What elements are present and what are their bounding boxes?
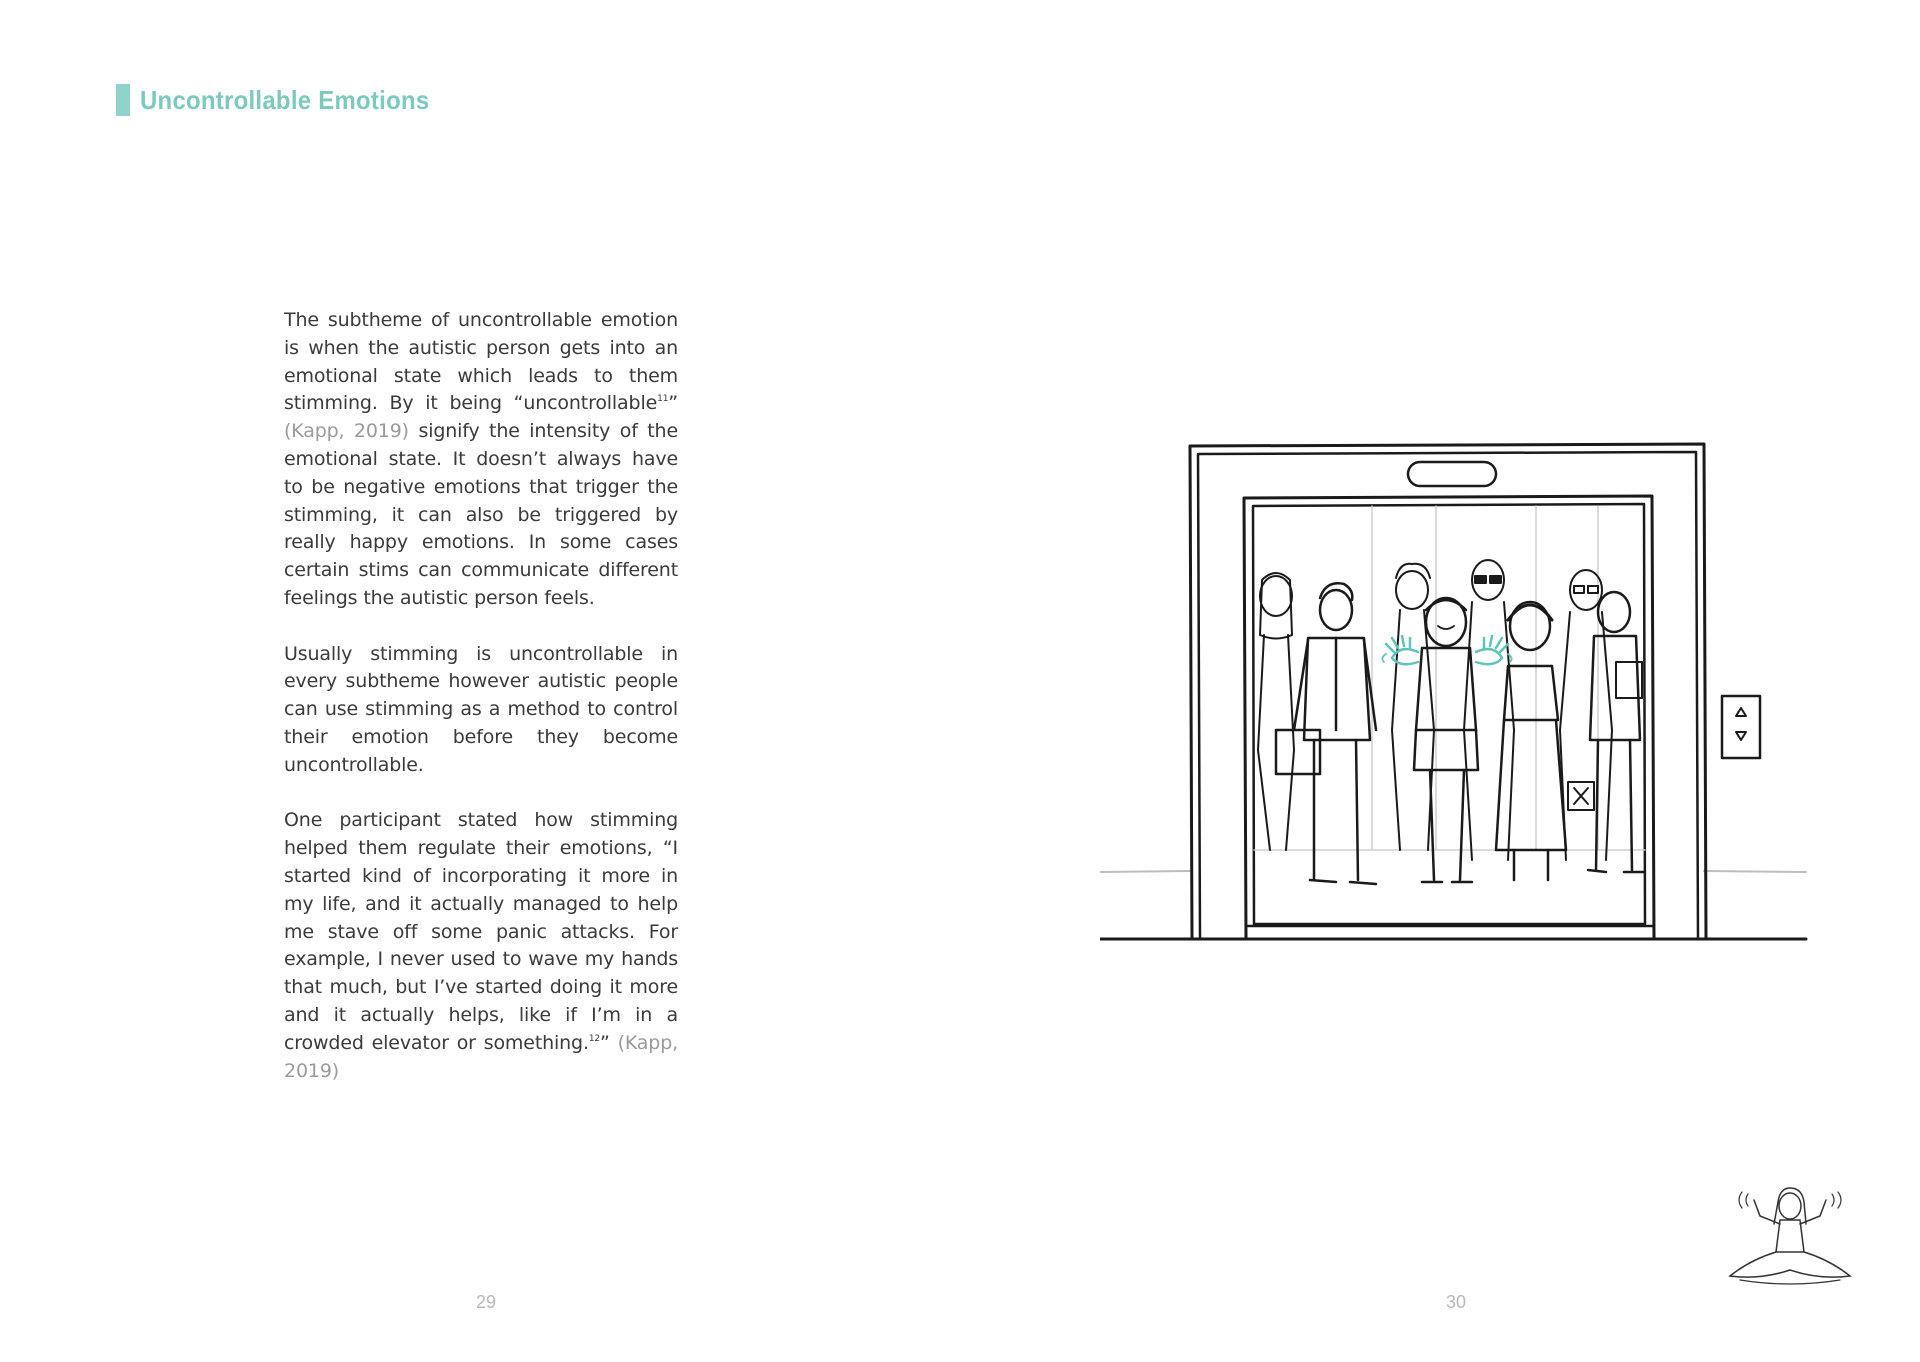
paragraph-1	[284, 307, 678, 613]
elevator-crowd-illustration	[1100, 430, 1820, 950]
closing-quote: ”	[668, 392, 678, 415]
heading-accent-bar	[116, 84, 130, 116]
paragraph-2: Usually stimming is uncontrollable in every subtheme however autistic people can use stimming as a method to control their emotion before they become uncontrollable.	[284, 642, 678, 776]
section-heading	[116, 84, 455, 116]
closing-quote: ”	[600, 1031, 610, 1054]
person-stimming-illustration	[1720, 1180, 1860, 1290]
paragraph-1-text-cont: signify the intensity of the emotional state. It doesn’t always have to be negative emotions that trigger the stimming, it can also be triggered by really happy emotions. In some cases certain stims can communicate different feelings the autistic person feels.	[284, 420, 678, 609]
paragraph-1-text: The subtheme of uncontrollable emotion is when the autistic person gets into an emotional state which leads to them stimming. By it being “uncontrollable	[284, 309, 678, 415]
citation: (Kapp, 2019)	[284, 420, 409, 443]
footnote-11: 11	[657, 394, 669, 405]
section-title: Uncontrollable Emotions	[140, 84, 430, 115]
body-text	[284, 307, 678, 1113]
paragraph-3-text: One participant stated how stimming helped them regulate their emotions, “I started kind of incorporating it more in my life, and it actually managed to help me stave off some panic attacks. For example, I never used to wave my hands that much, but I’ve started doing it more and it actually helps, like if I’m in a crowded elevator or something.	[284, 809, 678, 1054]
page-number-left: 29	[476, 1292, 497, 1312]
page-number-right: 30	[1446, 1292, 1467, 1312]
citation: (Kapp, 2019)	[284, 1031, 679, 1082]
paragraph-3	[284, 807, 678, 1085]
footnote-12: 12	[588, 1033, 600, 1044]
